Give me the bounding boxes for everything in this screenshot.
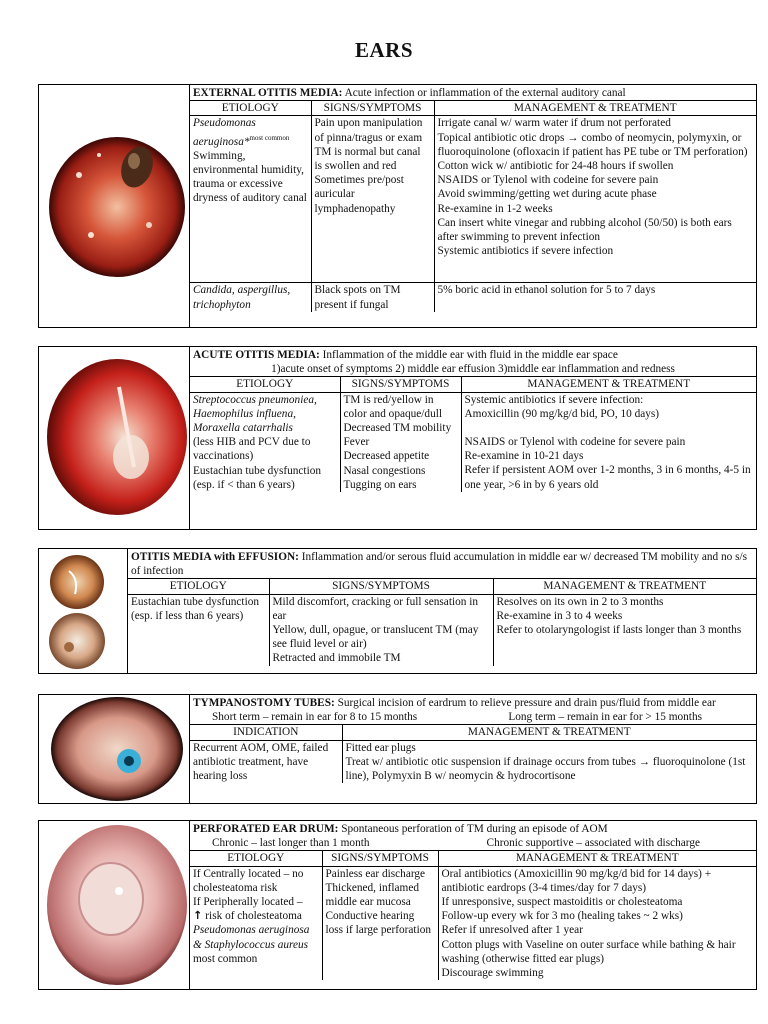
aom-signs-cell xyxy=(340,392,461,492)
aom-mt-blank xyxy=(465,421,754,435)
aom-mt-line: Systemic antibiotics if severe infection: xyxy=(464,393,644,406)
aom-ss-line: Decreased appetite xyxy=(343,450,430,463)
ped-col-signs: SIGNS/SYMPTOMS xyxy=(322,851,438,866)
aom-etiology-line: Eustachian tube dysfunction (esp. if < than 6 years) xyxy=(193,464,322,491)
aom-mt-line: Re-examine in 10-21 days xyxy=(464,450,584,463)
eom-col-etiology: ETIOLOGY xyxy=(190,101,311,116)
tt-col-indication: INDICATION xyxy=(190,725,342,740)
eom-mt-line: Can insert white vinegar and rubbing alcohol (50/50) is both ears after swimming to prevent infection xyxy=(437,216,732,244)
aom-header xyxy=(190,347,756,377)
ome-description: Inflammation and/or serous fluid accumulation in middle ear w/ decreased TM mobility and no s/s of infection xyxy=(131,551,748,578)
ped-header xyxy=(190,821,756,836)
eom-mt-line: NSAIDS or Tylenol with codeine for severe pain xyxy=(437,174,659,187)
ped-col-management: MANAGEMENT & TREATMENT xyxy=(438,851,756,866)
aom-criteria: 1)acute onset of symptoms 2) middle ear effusion 3)middle ear inflammation and redness xyxy=(271,363,675,376)
ome-etiology-cell: Eustachian tube dysfunction (esp. if less than 6 years) xyxy=(128,594,269,666)
ped-risk-text: risk of cholesteatoma xyxy=(202,910,302,923)
ped-risk-line xyxy=(193,909,319,923)
aom-table xyxy=(190,377,756,492)
eom-organism-note: most common xyxy=(249,133,290,142)
eom-etiology-cell xyxy=(190,116,311,283)
ped-most-common: most common xyxy=(193,952,258,965)
aom-col-etiology: ETIOLOGY xyxy=(190,377,340,392)
eom-title: EXTERNAL OTITIS MEDIA: xyxy=(193,87,343,99)
ped-chronic-supportive: Chronic supportive – associated with discharge xyxy=(486,837,700,850)
tt-table xyxy=(190,725,756,783)
eom-fungal-signs: Black spots on TM present if fungal xyxy=(311,283,434,312)
aom-management-cell xyxy=(461,392,756,492)
ome-management-cell xyxy=(493,594,756,666)
perforated-ear-image xyxy=(39,821,190,989)
otitis-media-effusion-section xyxy=(38,548,757,674)
eom-organism: Pseudomonas aeruginosa* xyxy=(193,117,256,148)
tympanostomy-tubes-section xyxy=(38,694,757,804)
ped-mt-line: Follow-up every wk for 3 mo (healing takes ~ 2 wks) xyxy=(441,910,683,923)
eom-col-signs: SIGNS/SYMPTOMS xyxy=(311,101,434,116)
ome-header xyxy=(128,549,756,579)
tt-long-term: Long term – remain in ear for > 15 months xyxy=(508,711,702,724)
aom-mt-line: Amoxicillin (90 mg/kg/d bid, PO, 10 days) xyxy=(464,407,660,420)
aom-organisms: Streptococcus pneumoniea, Haemophilus influena, Moraxella catarrhalis xyxy=(193,393,317,435)
external-otitis-ear-image xyxy=(39,85,190,327)
external-otitis-media-section xyxy=(38,84,757,328)
aom-ss-line: Fever xyxy=(343,436,370,449)
eom-management-cell xyxy=(434,116,756,283)
eom-mt-line: Avoid swimming/getting wet during acute phase xyxy=(437,188,657,201)
tt-col-management: MANAGEMENT & TREATMENT xyxy=(342,725,756,740)
ome-col-management: MANAGEMENT & TREATMENT xyxy=(493,579,756,594)
aom-ss-line: Decreased TM mobility xyxy=(343,422,452,435)
ped-central: If Centrally located – no cholesteatoma risk xyxy=(193,867,304,894)
eom-table xyxy=(190,101,756,312)
effusion-ear-images xyxy=(39,549,128,673)
aom-mt-line: Refer if persistent AOM over 1-2 months, 3 in 6 months, 4-5 in one year, >6 in by 6 years old xyxy=(464,464,751,491)
ped-management-cell xyxy=(438,866,756,980)
ome-signs-cell xyxy=(269,594,493,666)
ped-mt-line: Refer if unresolved after 1 year xyxy=(441,924,583,937)
eom-header xyxy=(190,85,756,101)
ome-mt-line: Re-examine in 3 to 4 weeks xyxy=(496,609,623,622)
aom-description: Inflammation of the middle ear with fluid in the middle ear space xyxy=(319,349,618,361)
ped-chronic-row xyxy=(190,836,756,851)
eom-col-management: MANAGEMENT & TREATMENT xyxy=(434,101,756,116)
ped-mt-line: Discourage swimming xyxy=(441,967,544,980)
ped-chronic: Chronic – last longer than 1 month xyxy=(212,837,370,850)
eom-mt-line: Systemic antibiotics if severe infection xyxy=(437,245,614,258)
ome-title: OTITIS MEDIA with EFFUSION: xyxy=(131,551,299,563)
ome-col-etiology: ETIOLOGY xyxy=(128,579,269,594)
ped-mt-line: If unresponsive, suspect mastoiditis or cholesteatoma xyxy=(441,896,683,909)
ome-ss-line: Retracted and immobile TM xyxy=(272,652,401,665)
ped-ss-line: Painless ear discharge xyxy=(325,867,426,880)
eom-mt-line: Cotton wick w/ antibiotic for 24-48 hours if swollen xyxy=(437,160,674,173)
aom-col-signs: SIGNS/SYMPTOMS xyxy=(340,377,461,392)
acute-otitis-ear-image xyxy=(39,347,190,529)
ome-col-signs: SIGNS/SYMPTOMS xyxy=(269,579,493,594)
tt-indication-cell: Recurrent AOM, OME, failed antibiotic treatment, have hearing loss xyxy=(190,740,342,783)
aom-ss-line: TM is red/yellow in color and opaque/dull xyxy=(343,393,443,420)
ped-mt-line: Oral antibiotics (Amoxicillin 90 mg/kg/d bid for 14 days) + antibiotic eardrops (3-4 times/day for 7 days) xyxy=(441,867,712,894)
aom-ss-line: Tugging on ears xyxy=(343,478,417,491)
ped-organisms: Pseudomonas aeruginosa & Staphylococcus aureus xyxy=(193,924,310,951)
ped-peripheral: If Peripherally located – xyxy=(193,896,303,909)
aom-etiology-cell xyxy=(190,392,340,492)
eom-signs-cell: Pain upon manipulation of pinna/tragus or exam TM is normal but canal is swollen and red Sometimes pre/post auricular lymphadenopathy xyxy=(311,116,434,283)
aom-col-management: MANAGEMENT & TREATMENT xyxy=(461,377,756,392)
ped-title: PERFORATED EAR DRUM: xyxy=(193,823,339,835)
ome-table xyxy=(128,579,756,665)
arrow-up-icon: ↑ xyxy=(193,909,203,923)
ped-signs-cell xyxy=(322,866,438,980)
tt-header xyxy=(190,695,756,710)
aom-mt-line: NSAIDS or Tylenol with codeine for severe pain xyxy=(464,436,686,449)
ome-ss-line: Mild discomfort, cracking or full sensation in ear xyxy=(272,595,479,622)
tt-description: Surgical incision of eardrum to relieve pressure and drain pus/fluid from middle ear xyxy=(334,697,716,709)
tt-mt-line: Treat w/ antibiotic otic suspension if drainage occurs from tubes → fluoroquinolone (1st line), Polymyxin B w/ neomycin & hydrocortisone xyxy=(345,755,746,783)
eom-fungal-etiology: Candida, aspergillus, trichophyton xyxy=(190,283,311,312)
ped-etiology-cell xyxy=(190,866,322,980)
tt-management-cell xyxy=(342,740,756,783)
perforated-ear-drum-section xyxy=(38,820,757,990)
page-title: EARS xyxy=(354,38,414,62)
ome-ss-line: Yellow, dull, opague, or translucent TM (may see fluid level or air) xyxy=(272,624,479,651)
ome-mt-line: Refer to otolaryngologist if lasts longer than 3 months xyxy=(496,624,742,637)
ped-ss-line: Thickened, inflamed middle ear mucosa xyxy=(325,881,419,909)
eom-description: Acute infection or inflammation of the external auditory canal xyxy=(342,87,626,99)
acute-otitis-media-section xyxy=(38,346,757,530)
aom-etiology-line: (less HIB and PCV due to vaccinations) xyxy=(193,436,311,463)
ome-mt-line: Resolves on its own in 2 to 3 months xyxy=(496,595,664,608)
tt-duration-row xyxy=(190,710,756,725)
aom-ss-line: Nasal congestions xyxy=(343,464,426,477)
eom-mt-line: Topical antibiotic otic drops → combo of neomycin, polymyxin, or fluoroquinolone (ofloxacin if patient has PE tube or TM perforation) xyxy=(437,131,748,158)
ped-col-etiology: ETIOLOGY xyxy=(190,851,322,866)
ped-description: Spontaneous perforation of TM during an episode of AOM xyxy=(338,823,608,835)
tt-mt-line: Fitted ear plugs xyxy=(345,741,416,754)
tt-short-term: Short term – remain in ear for 8 to 15 months xyxy=(212,711,418,724)
eom-etiology-text: Swimming, environmental humidity, trauma or excessive dryness of auditory canal xyxy=(193,149,307,205)
eom-mt-line: Re-examine in 1-2 weeks xyxy=(437,202,553,215)
eom-fungal-management: 5% boric acid in ethanol solution for 5 to 7 days xyxy=(434,283,756,312)
aom-title: ACUTE OTITIS MEDIA: xyxy=(193,349,320,361)
tt-title: TYMPANOSTOMY TUBES: xyxy=(193,697,335,709)
ped-table xyxy=(190,851,756,980)
ped-ss-line: Conductive hearing loss if large perforation xyxy=(325,910,432,937)
eom-mt-line: Irrigate canal w/ warm water if drum not perforated xyxy=(437,117,671,130)
tympanostomy-ear-image xyxy=(39,695,190,803)
ped-mt-line: Cotton plugs with Vaseline on outer surface while bathing & hair washing (otherwise fitted ear plugs) xyxy=(441,938,736,965)
